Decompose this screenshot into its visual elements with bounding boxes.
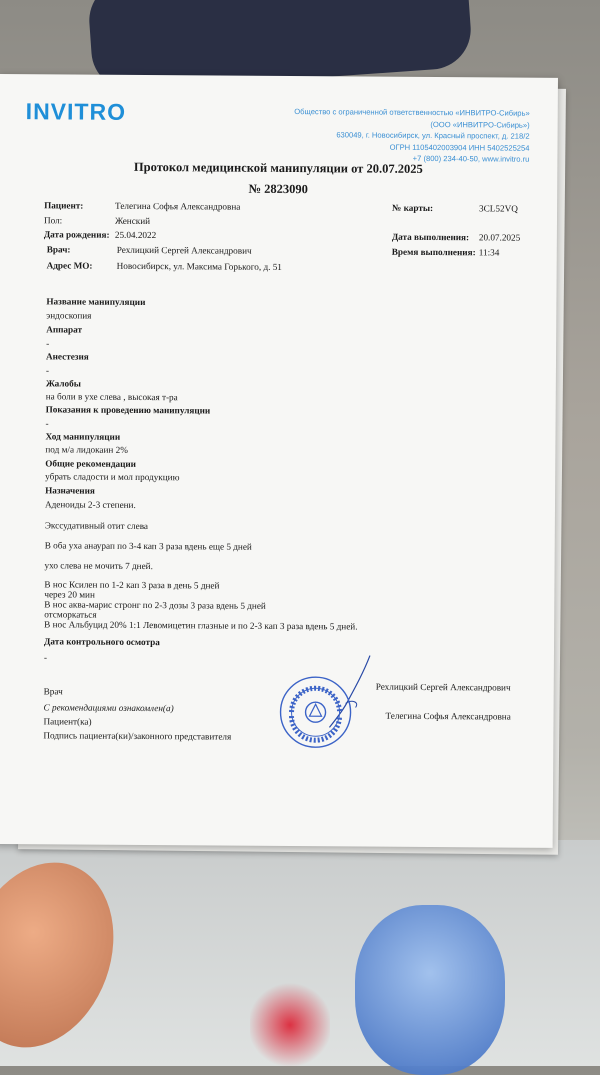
- prescription-line: В нос Альбуцид 20% 1:1 Левомицетин глазные и по 2-3 кап 3 раза вдень 5 дней.: [44, 619, 358, 632]
- recommendations-value: убрать сладости и мол продукцию: [45, 471, 180, 483]
- exec-date-value: 20.07.2025: [478, 232, 521, 243]
- document-title: Протокол медицинской манипуляции от 20.07.2025: [133, 159, 423, 176]
- acquainted-label: С рекомендациями ознакомлен(а): [43, 702, 174, 714]
- manipulation-value: эндоскопия: [46, 310, 92, 321]
- birth-value: 25.04.2022: [114, 229, 157, 241]
- course-label: Ход манипуляции: [45, 431, 121, 442]
- company-line: (ООО «ИНВИТРО-Сибирь»): [430, 119, 530, 130]
- prescription-line: В оба уха анаурап по 3-4 кап 3 раза вдень еще 5 дней: [44, 540, 252, 552]
- card-value: 3CL52VQ: [479, 203, 518, 214]
- exec-time-label: Время выполнения:: [391, 246, 476, 258]
- footer-patient-label: Пациент(ка): [43, 716, 92, 727]
- doctor-label: Врач:: [46, 244, 71, 255]
- footer-patient-name: Телегина Софья Александровна: [385, 710, 511, 722]
- prescription-line: В нос Ксилен по 1-2 кап 3 раза в день 5 дней: [44, 579, 220, 591]
- anesthesia-value: -: [45, 365, 50, 376]
- card-label: № карты:: [392, 202, 434, 214]
- prescription-line: Экссудативный отит слева: [44, 520, 149, 532]
- indications-label: Показания к проведению манипуляции: [45, 404, 211, 416]
- recommendations-label: Общие рекомендации: [45, 458, 137, 469]
- manipulation-label: Название манипуляции: [46, 296, 146, 308]
- prescription-line: через 20 мин: [44, 589, 95, 600]
- apparatus-value: -: [46, 338, 50, 349]
- company-line: 630049, г. Новосибирск, ул. Красный проспект, д. 218/2: [336, 130, 530, 141]
- control-date-value: -: [43, 652, 48, 663]
- prescription-line: отсморкаться: [44, 609, 97, 620]
- patient-value: Телегина Софья Александровна: [115, 200, 241, 212]
- address-value: Новосибирск, ул. Максима Горького, д. 51: [116, 260, 282, 272]
- prescription-line: Аденоиды 2-3 степени.: [44, 499, 136, 510]
- indications-value: -: [45, 418, 49, 429]
- control-date-label: Дата контрольного осмотра: [44, 636, 160, 648]
- complaints-label: Жалобы: [45, 378, 81, 389]
- patient-label: Пациент:: [44, 200, 84, 211]
- birth-label: Дата рождения:: [43, 229, 110, 240]
- shoe-cover-right: [355, 905, 505, 1075]
- signature-label: Подпись пациента(ки)/законного представителя: [43, 730, 232, 742]
- course-value: под м/а лидокаин 2%: [45, 444, 128, 455]
- sex-value: Женский: [114, 215, 151, 227]
- medical-protocol-document: [0, 74, 558, 848]
- prescriptions-label: Назначения: [45, 485, 95, 496]
- document-number: № 2823090: [248, 181, 308, 197]
- doctor-value: Рехлицкий Сергей Александрович: [116, 244, 252, 256]
- exec-date-label: Дата выполнения:: [391, 231, 470, 243]
- sex-label: Пол:: [43, 215, 63, 226]
- prescription-line: В нос аква-марис стронг по 2-3 дозы 3 раза вдень 5 дней: [44, 599, 266, 611]
- apparatus-label: Аппарат: [46, 324, 83, 335]
- company-line: +7 (800) 234-40-50, www.invitro.ru: [412, 153, 530, 164]
- address-label: Адрес МО:: [46, 260, 93, 271]
- invitro-logo: INVITRO: [25, 98, 127, 125]
- red-blur: [250, 980, 330, 1070]
- company-line: ОГРН 1105402003904 ИНН 5402525254: [389, 142, 530, 153]
- footer-doctor-label: Врач: [43, 686, 63, 697]
- company-info: [229, 106, 529, 166]
- exec-time-value: 11:34: [478, 247, 500, 258]
- doctor-stamp: [277, 674, 354, 751]
- complaints-value: на боли в ухе слева , высокая т-ра: [45, 391, 178, 403]
- prescription-line: ухо слева не мочить 7 дней.: [44, 560, 153, 572]
- anesthesia-label: Анестезия: [45, 351, 89, 362]
- footer-doctor-name: Рехлицкий Сергей Александрович: [375, 681, 511, 693]
- company-line: Общество с ограниченной ответственностью «ИНВИТРО-Сибирь»: [294, 107, 530, 118]
